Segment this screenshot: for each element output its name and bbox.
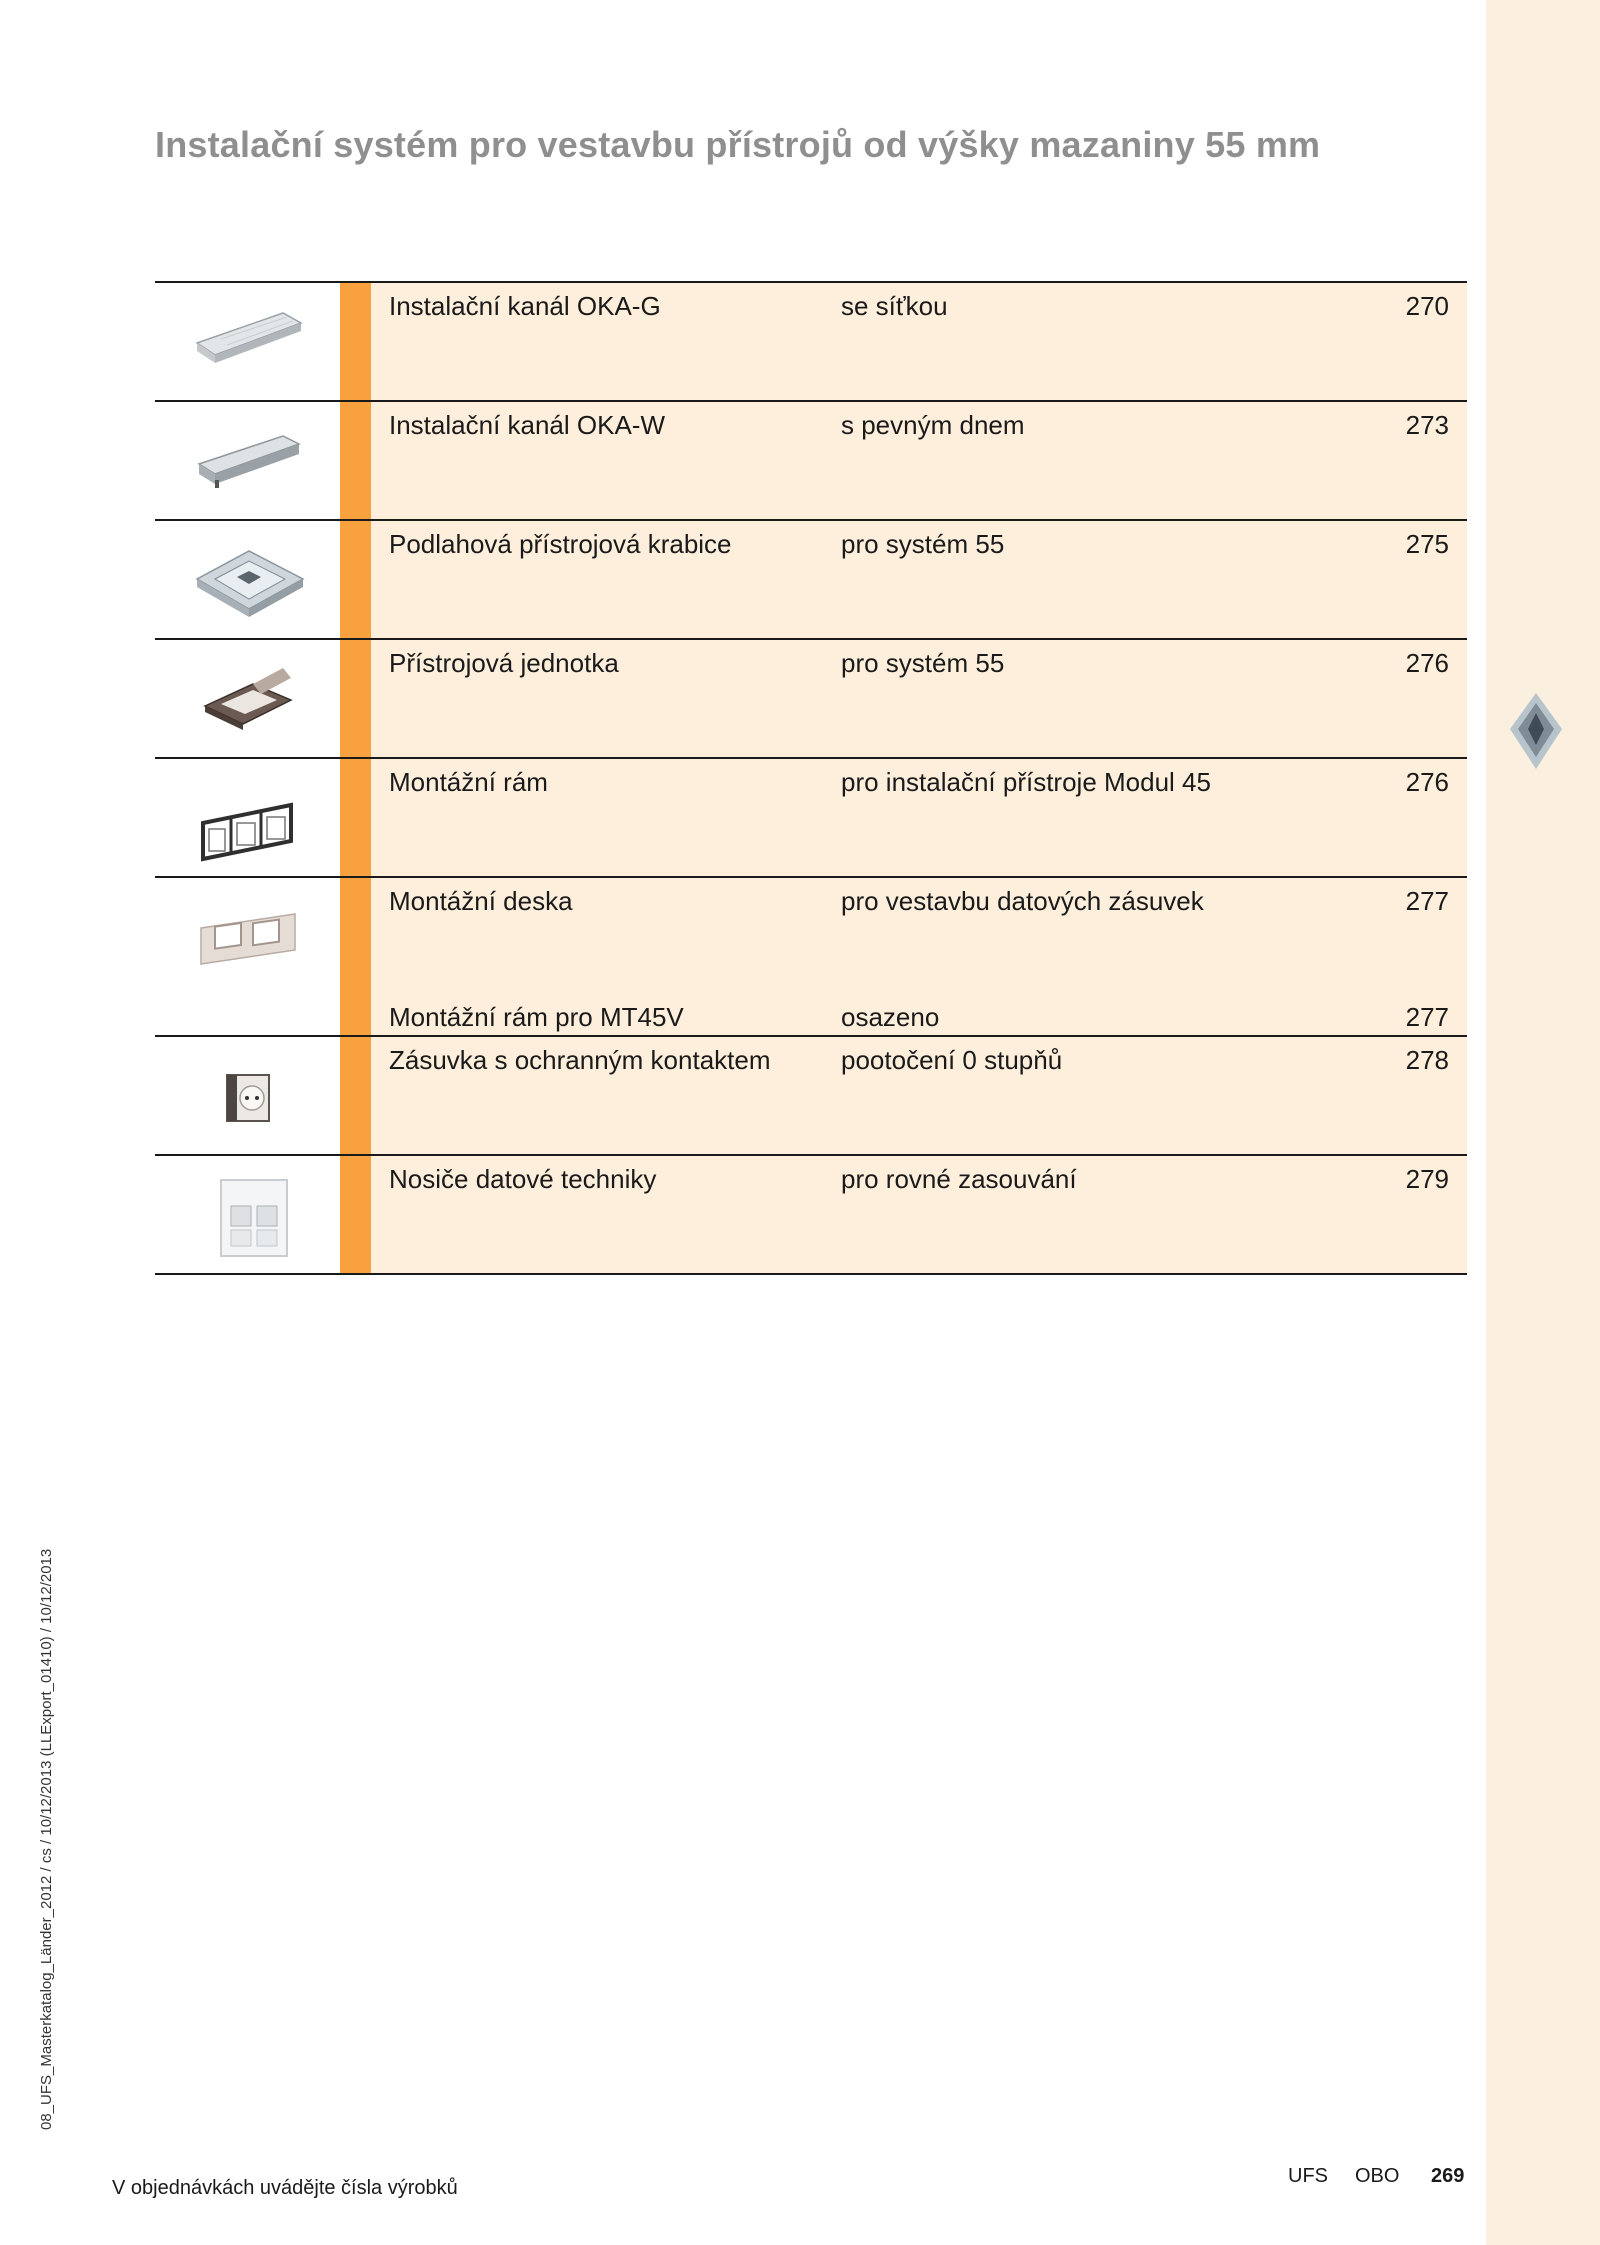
- data-carrier-icon: [191, 1166, 307, 1262]
- page-reference[interactable]: 277: [1405, 1002, 1449, 1032]
- mounting-frame-icon: [191, 769, 307, 865]
- product-image-cell: [155, 878, 340, 1035]
- product-table: [155, 281, 1467, 1275]
- row-line: [389, 648, 1467, 678]
- page-reference[interactable]: 276: [1405, 648, 1449, 678]
- page-reference[interactable]: 277: [1405, 886, 1449, 916]
- row-content: [371, 878, 1467, 1035]
- accent-bar: [340, 1156, 371, 1273]
- page-reference[interactable]: 273: [1405, 410, 1449, 440]
- footer-note: V objednávkách uvádějte čísla výrobků: [112, 2177, 458, 2199]
- table-row[interactable]: [155, 1156, 1467, 1275]
- accent-bar: [340, 283, 371, 400]
- row-content: [371, 1156, 1467, 1273]
- page-reference[interactable]: 276: [1405, 767, 1449, 797]
- accent-bar: [340, 640, 371, 757]
- product-name: Instalační kanál OKA-G: [389, 291, 661, 321]
- table-row[interactable]: [155, 521, 1467, 640]
- row-line: [389, 1164, 1467, 1194]
- row-line: [389, 529, 1467, 559]
- row-content: [371, 759, 1467, 876]
- product-image-cell: [155, 521, 340, 638]
- device-unit-icon: [191, 650, 307, 746]
- page-reference[interactable]: 278: [1405, 1045, 1449, 1075]
- product-description: pro instalační přístroje Modul 45: [841, 767, 1211, 797]
- footer-page-number: 269: [1431, 2165, 1465, 2187]
- product-name: Montážní rám pro MT45V: [389, 1002, 684, 1032]
- row-content: [371, 521, 1467, 638]
- product-image-cell: [155, 283, 340, 400]
- product-name: Instalační kanál OKA-W: [389, 410, 665, 440]
- floor-box-icon: [191, 531, 307, 627]
- mounting-plate-icon: [191, 888, 307, 984]
- page-reference[interactable]: 275: [1405, 529, 1449, 559]
- accent-bar: [340, 878, 371, 1035]
- row-content: [371, 402, 1467, 519]
- print-code: 08_UFS_Masterkatalog_Länder_2012 / cs / 10/12/2013 (LLExport_01410) / 10/12/2013: [38, 1548, 55, 2130]
- product-image-cell: [155, 640, 340, 757]
- product-name: Zásuvka s ochranným kontaktem: [389, 1045, 771, 1075]
- nav-marker-icon[interactable]: [1510, 693, 1562, 769]
- product-name: Nosiče datové techniky: [389, 1164, 657, 1194]
- product-image-cell: [155, 402, 340, 519]
- socket-icon: [191, 1047, 307, 1143]
- product-image-cell: [155, 1156, 340, 1273]
- table-row[interactable]: [155, 283, 1467, 402]
- accent-bar: [340, 521, 371, 638]
- table-row[interactable]: [155, 402, 1467, 521]
- row-content: [371, 283, 1467, 400]
- product-name: Podlahová přístrojová krabice: [389, 529, 732, 559]
- product-image-cell: [155, 1037, 340, 1154]
- page-reference[interactable]: 270: [1405, 291, 1449, 321]
- row-line: [389, 1002, 1467, 1032]
- row-content: [371, 1037, 1467, 1154]
- page-title: Instalační systém pro vestavbu přístrojů od výšky mazaniny 55 mm: [155, 124, 1321, 165]
- table-row[interactable]: [155, 759, 1467, 878]
- product-name: Montážní deska: [389, 886, 573, 916]
- table-row[interactable]: [155, 1037, 1467, 1156]
- row-line: [389, 410, 1467, 440]
- row-content: [371, 640, 1467, 757]
- channel-grid-icon: [191, 293, 307, 389]
- accent-bar: [340, 402, 371, 519]
- footer-brand: OBO: [1355, 2165, 1400, 2187]
- product-description: pootočení 0 stupňů: [841, 1045, 1063, 1075]
- page-reference[interactable]: 279: [1405, 1164, 1449, 1194]
- row-line: [389, 291, 1467, 321]
- table-row[interactable]: [155, 878, 1467, 1037]
- row-line: [389, 1045, 1467, 1075]
- side-band: [1486, 0, 1600, 2245]
- product-description: pro systém 55: [841, 648, 1005, 678]
- product-description: se síťkou: [841, 291, 948, 321]
- product-name: Přístrojová jednotka: [389, 648, 619, 678]
- row-line: [389, 886, 1467, 916]
- product-description: s pevným dnem: [841, 410, 1025, 440]
- footer-section: UFS: [1288, 2165, 1328, 2187]
- row-line: [389, 767, 1467, 797]
- accent-bar: [340, 759, 371, 876]
- product-description: osazeno: [841, 1002, 940, 1032]
- table-row[interactable]: [155, 640, 1467, 759]
- channel-solid-icon: [191, 412, 307, 508]
- product-name: Montážní rám: [389, 767, 548, 797]
- accent-bar: [340, 1037, 371, 1154]
- product-description: pro vestavbu datových zásuvek: [841, 886, 1204, 916]
- product-description: pro rovné zasouvání: [841, 1164, 1077, 1194]
- product-description: pro systém 55: [841, 529, 1005, 559]
- product-image-cell: [155, 759, 340, 876]
